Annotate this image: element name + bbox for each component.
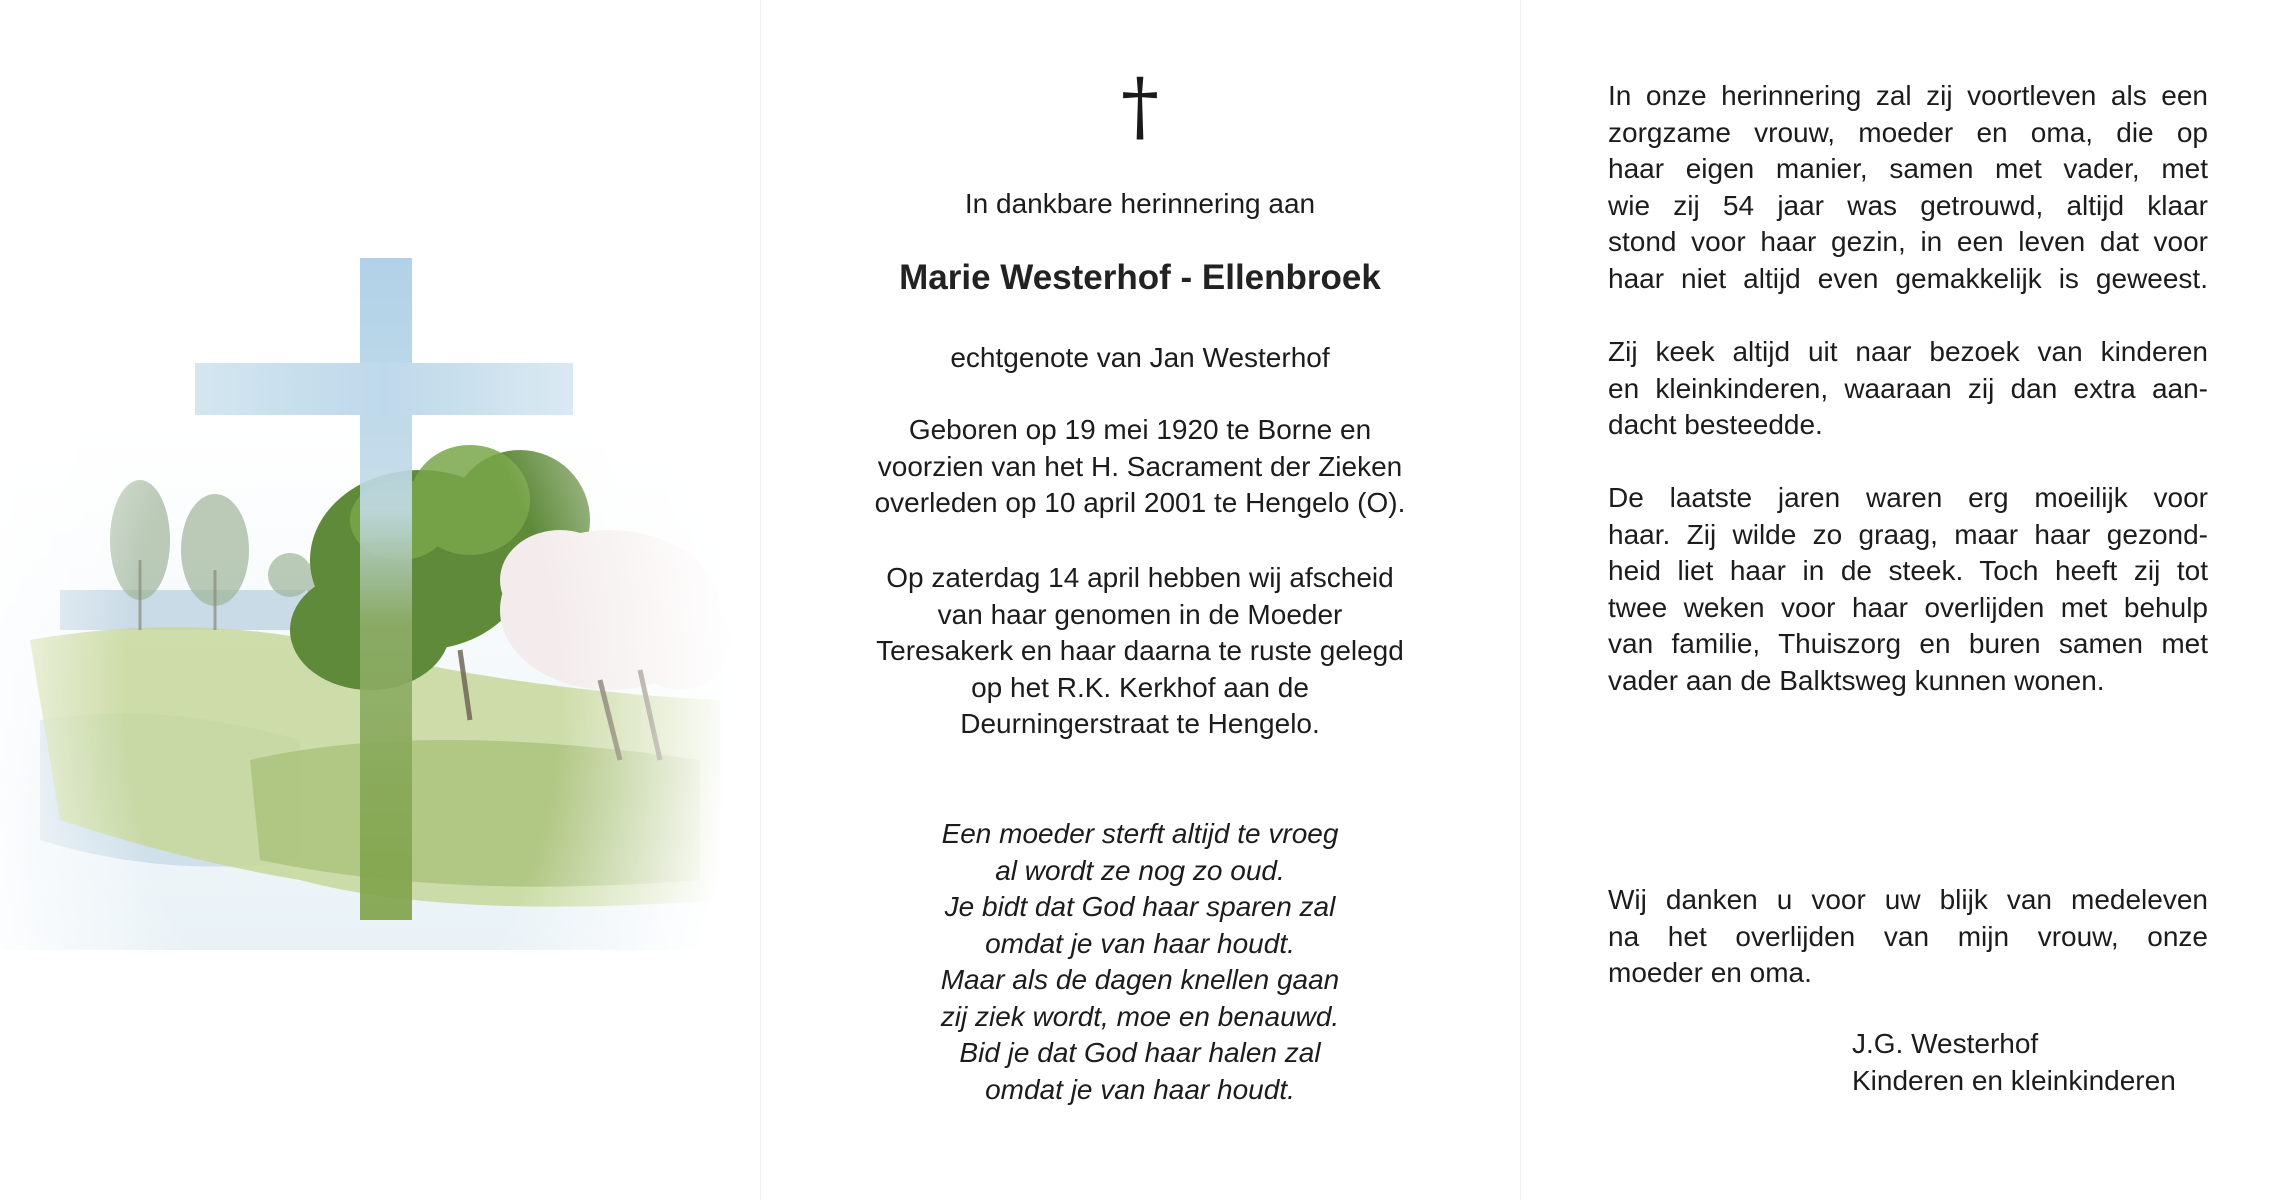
paragraph-line: haar eigen manier, samen met vader, met	[1608, 153, 2208, 184]
funeral-line: Op zaterdag 14 april hebben wij afscheid	[886, 562, 1394, 593]
visits-paragraph	[1608, 334, 2208, 444]
paragraph-line: twee weken voor haar overlijden met behulp	[1608, 591, 2208, 623]
poem-line: Een moeder sterft altijd te vroeg	[941, 818, 1339, 849]
poem-line: Je bidt dat God haar sparen zal	[944, 891, 1336, 922]
birth-line: overleden op 10 april 2001 te Hengelo (O).	[874, 487, 1406, 518]
paragraph-line: vader aan de Balktsweg kunnen wonen.	[1608, 664, 2105, 696]
poem-line: omdat je van haar houdt.	[985, 927, 1295, 959]
paragraph-line: De laatste jaren waren erg moeilijk voor	[1608, 482, 2208, 513]
paragraph-line: zorgzame vrouw, moeder en oma, die op	[1608, 116, 2208, 148]
memory-paragraph	[1608, 78, 2208, 297]
paragraph-line: haar. Zij wilde zo graag, maar haar gezond-	[1608, 518, 2208, 550]
landscape-cross-illustration	[0, 0, 760, 1200]
paragraph-line: haar niet altijd even gemakkelijk is geweest.	[1608, 262, 2208, 294]
last-years-paragraph	[1608, 480, 2208, 699]
funeral-line: op het R.K. Kerkhof aan de	[971, 671, 1309, 703]
poem-line: zij ziek wordt, moe en benauwd.	[940, 1000, 1340, 1032]
memorial-poem	[760, 816, 1520, 1108]
paragraph-line: Zij keek altijd uit naar bezoek van kinderen	[1608, 336, 2208, 367]
poem-line: omdat je van haar houdt.	[985, 1073, 1295, 1105]
paragraph-line: wie zij 54 jaar was getrouwd, altijd klaar	[1608, 189, 2208, 221]
birth-line: Geboren op 19 mei 1920 te Borne en	[908, 414, 1372, 445]
paragraph-line: moeder en oma.	[1608, 957, 1812, 988]
poem-line: Maar als de dagen knellen gaan	[940, 964, 1340, 995]
paragraph-line: stond voor haar gezin, in een leven dat voor	[1608, 226, 2208, 257]
paragraph-line: dacht besteedde.	[1608, 409, 1823, 440]
paragraph-line: na het overlijden van mijn vrouw, onze	[1608, 920, 2208, 952]
thanks-paragraph	[1608, 882, 2208, 992]
poem-line: al wordt ze nog zo oud.	[995, 854, 1285, 886]
poem-line: Bid je dat God haar halen zal	[959, 1037, 1321, 1068]
card-left-panel	[0, 0, 760, 1200]
funeral-line: Deurningerstraat te Hengelo.	[960, 708, 1320, 739]
paragraph-line: heid liet haar in de steek. Toch heeft zij tot	[1608, 555, 2208, 586]
paragraph-line: In onze herinnering zal zij voortleven als een	[1608, 80, 2208, 111]
intro-text: In dankbare herinnering aan	[964, 188, 1316, 219]
spouse-text: echtgenote van Jan Westerhof	[950, 342, 1330, 373]
card-right-panel	[1520, 0, 2270, 1200]
funeral-block	[760, 560, 1520, 743]
signature-block	[1852, 1026, 2176, 1099]
cross-symbol: †	[1121, 61, 1159, 150]
funeral-line: van haar genomen in de Moeder	[937, 598, 1343, 630]
birth-line: voorzien van het H. Sacrament der Zieken	[877, 450, 1403, 482]
funeral-line: Teresakerk en haar daarna te ruste gelegd	[876, 635, 1404, 666]
signature-line: J.G. Westerhof	[1852, 1028, 2039, 1059]
paragraph-line: en kleinkinderen, waaraan zij dan extra aan-	[1608, 372, 2208, 404]
birth-death-block	[760, 412, 1520, 522]
deceased-name: Marie Westerhof - Ellenbroek	[899, 258, 1381, 297]
paragraph-line: Wij danken u voor uw blijk van medeleven	[1608, 884, 2208, 915]
signature-line: Kinderen en kleinkinderen	[1852, 1064, 2176, 1096]
card-middle-panel	[760, 0, 1520, 1200]
paragraph-line: van familie, Thuiszorg en buren samen met	[1608, 628, 2208, 659]
